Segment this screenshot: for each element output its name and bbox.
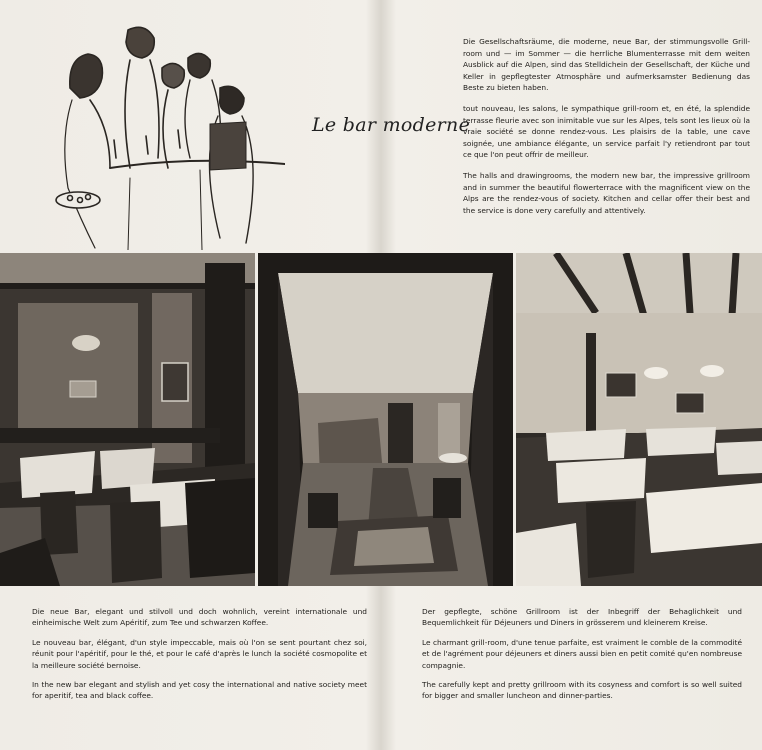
intro-text — [463, 36, 750, 225]
bar-caption-english: In the new bar elegant and stylish and yet cosy the international and native society meet for aperitif, tea and black coffee. — [32, 680, 367, 701]
bar-caption-french: Le nouveau bar, élégant, d'un style impeccable, mais où l'on se sent pourtant chez soi, réunit pour l'apéritif, pour le thé, et pour le café d'après le lunch la société cosmopolite et la meilleure société bernoise. — [32, 637, 367, 670]
grillroom-captions — [422, 606, 742, 710]
bar-caption-german: Die neue Bar, elegant und stilvoll und doch wohnlich, vereint internationale und einheimische Welt zum Apéritif, zum Tee und schwarzen Koffee. — [32, 607, 367, 628]
lounge-photo — [0, 253, 255, 586]
grillroom-photo — [516, 253, 762, 586]
intro-german: Die Gesellschaftsräume, die moderne, neue Bar, der stimmungsvolle Grill-room und — im Sommer — die herrliche Blumenterrasse mit dem weiten Ausblick auf die Alpen, sind das Stelldichein der Gesellschaft, der Küche und Keller in gepflegtester Atmosphäre und aufmerksamster Bedienung das Beste zu bieten haben. — [463, 37, 750, 93]
grill-caption-german: Der gepflegte, schöne Grillroom ist der Inbegriff der Behaglichkeit und Bequemlichkeit für Déjeuners und Diners in grösserem und kleinerem Kreise. — [422, 607, 742, 628]
bar-photo — [258, 253, 513, 586]
intro-english: The halls and drawingrooms, the modern new bar, the impressive grillroom and in summer the beautiful flowerterrace with the magnificent view on the Alps are the rendez-vous of society. Kitchen and cellar offer their best and the service is done very carefully and attentively. — [463, 170, 750, 215]
bar-captions — [32, 606, 367, 710]
section-heading: Le bar moderne — [312, 114, 471, 136]
bar-patrons-illustration — [50, 18, 285, 250]
grill-caption-english: The carefully kept and pretty grillroom with its cosyness and comfort is so well suited for bigger and smaller luncheon and dinner-parties. — [422, 680, 742, 701]
intro-french: tout nouveau, les salons, le sympathique grill-room et, en été, la splendide terrasse fleurie avec son inimitable vue sur les Alpes, tels sont les lieux où la vraie société se donne rendez-vous. Les plaisirs de la table, une cave soignée, une ambiance élégante, un service parfait l'y retiendront par tout ce que l'on peut offrir de meilleur. — [463, 103, 750, 160]
grill-caption-french: Le charmant grill-room, d'une tenue parfaite, est vraiment le comble de la commodité et de l'agrément pour déjeuners et diners aussi bien en petit comité qu'en nombreuse compagnie. — [422, 637, 742, 670]
